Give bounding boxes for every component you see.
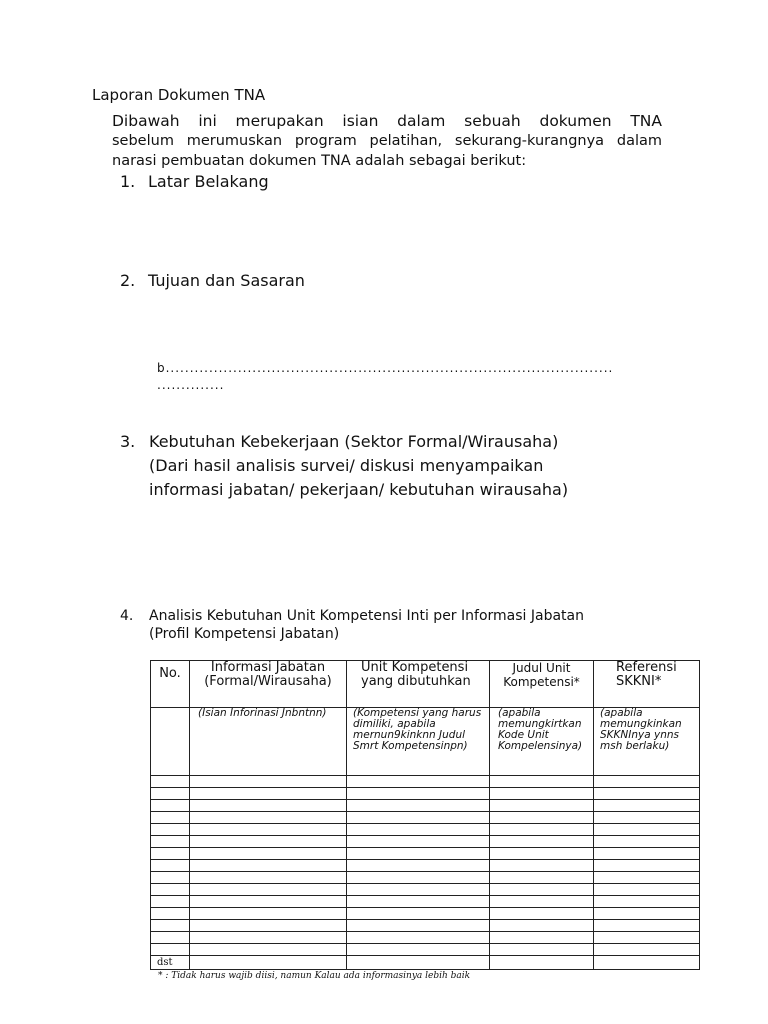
table-cell <box>190 860 347 872</box>
table-cell <box>594 896 700 908</box>
table-cell <box>594 776 700 788</box>
section-number: 2. <box>120 271 136 290</box>
table-cell <box>190 848 347 860</box>
table-row <box>151 812 700 824</box>
table-cell <box>490 812 594 824</box>
table-cell <box>190 908 347 920</box>
table-cell <box>151 884 190 896</box>
section-title: Latar Belakang <box>148 172 269 191</box>
table-cell <box>490 956 594 970</box>
table-cell <box>490 788 594 800</box>
section-2-heading <box>120 271 305 290</box>
table-cell <box>190 884 347 896</box>
section-title: Tujuan dan Sasaran <box>148 271 305 290</box>
table-cell <box>347 932 490 944</box>
section-number: 3. <box>120 432 136 451</box>
table-row-dst <box>151 956 700 970</box>
table-row <box>151 836 700 848</box>
table-cell <box>490 884 594 896</box>
table-cell <box>490 908 594 920</box>
table-cell <box>594 848 700 860</box>
table-cell <box>151 788 190 800</box>
table-cell <box>594 860 700 872</box>
table-cell <box>151 848 190 860</box>
table-cell <box>490 848 594 860</box>
description-judul: (apabila memungkirtkan Kode Unit Kompelensinya) <box>490 708 594 776</box>
intro-line-2: sebelum merumuskan program pelatihan, sekurang-kurangnya dalam <box>112 133 662 149</box>
table-row <box>151 920 700 932</box>
header-referensi: Referensi SKKNI* <box>594 661 700 708</box>
table-cell <box>190 824 347 836</box>
table-cell <box>190 896 347 908</box>
footnote: * : Tidak harus wajib diisi, namun Kalau ada informasinya lebih baik <box>158 971 471 981</box>
table-cell <box>151 908 190 920</box>
table-description-row <box>151 708 700 776</box>
table-row <box>151 788 700 800</box>
table-row <box>151 896 700 908</box>
table-row <box>151 824 700 836</box>
header-unit-kompetensi: Unit Kompetensi yang dibutuhkan <box>347 661 490 708</box>
header-informasi-jabatan: Informasi Jabatan (Formal/Wirausaha) <box>190 661 347 708</box>
table-cell <box>190 920 347 932</box>
table-cell <box>490 896 594 908</box>
table-cell <box>190 872 347 884</box>
table-cell <box>347 860 490 872</box>
table-cell <box>347 800 490 812</box>
table-cell <box>151 896 190 908</box>
dotted-line-2: .............. <box>157 378 225 392</box>
table-cell <box>347 848 490 860</box>
table-row <box>151 908 700 920</box>
section-number: 4. <box>120 608 134 624</box>
table-cell <box>490 800 594 812</box>
section-number: 1. <box>120 172 136 191</box>
table-cell <box>490 836 594 848</box>
table-row <box>151 944 700 956</box>
table-cell <box>594 932 700 944</box>
table-cell <box>594 944 700 956</box>
table-row <box>151 776 700 788</box>
table-cell <box>594 824 700 836</box>
table-cell <box>490 944 594 956</box>
table-cell <box>490 872 594 884</box>
table-cell <box>151 872 190 884</box>
table-header-row <box>151 661 700 708</box>
table-cell <box>490 776 594 788</box>
header-judul-unit: Judul Unit Kompetensi* <box>490 661 594 708</box>
table-cell <box>490 824 594 836</box>
table-cell <box>594 884 700 896</box>
intro-line-3: narasi pembuatan dokumen TNA adalah sebagai berikut: <box>112 153 527 169</box>
dst-label: dst <box>151 956 190 970</box>
section-1-heading <box>120 172 269 191</box>
table-row <box>151 872 700 884</box>
table-cell <box>190 932 347 944</box>
table-cell <box>347 956 490 970</box>
table-cell <box>151 944 190 956</box>
intro-line-1: Dibawah ini merupakan isian dalam sebuah dokumen TNA <box>112 112 662 130</box>
table-cell <box>490 920 594 932</box>
table-cell <box>190 776 347 788</box>
table-cell <box>190 944 347 956</box>
section-title: Analisis Kebutuhan Unit Kompetensi Inti per Informasi Jabatan <box>149 608 584 624</box>
table-cell <box>151 812 190 824</box>
table-cell <box>594 788 700 800</box>
table-cell <box>190 812 347 824</box>
table-cell <box>347 884 490 896</box>
table-cell <box>594 836 700 848</box>
table-cell <box>490 932 594 944</box>
table-cell <box>347 824 490 836</box>
table-cell <box>594 872 700 884</box>
table-row <box>151 848 700 860</box>
competency-table <box>150 660 700 970</box>
table-cell <box>190 956 347 970</box>
description-informasi: (Isian Inforinasi Jnbntnn) <box>190 708 347 776</box>
table-cell <box>594 920 700 932</box>
table-cell <box>347 908 490 920</box>
table-cell <box>594 800 700 812</box>
table-cell <box>151 920 190 932</box>
table-cell <box>594 908 700 920</box>
table-cell <box>190 800 347 812</box>
description-referensi: (apabila memungkinkan SKKNInya ynns msh berlaku) <box>594 708 700 776</box>
table-cell <box>347 920 490 932</box>
dotted-line-1: b............................................................................................. <box>157 361 614 375</box>
document-title: Laporan Dokumen TNA <box>92 86 266 104</box>
table-cell <box>190 836 347 848</box>
table-cell <box>151 800 190 812</box>
header-no: No. <box>151 661 190 708</box>
table-cell <box>151 824 190 836</box>
intro-paragraph <box>112 111 662 171</box>
section-title: Kebutuhan Kebekerjaan (Sektor Formal/Wirausaha) (Dari hasil analisis survei/ diskusi menyampaikan informasi jabatan/ pekerjaan/ kebutuhan wirausaha) <box>149 432 569 499</box>
table-cell <box>347 788 490 800</box>
table-cell <box>151 932 190 944</box>
section-subtitle: (Profil Kompetensi Jabatan) <box>149 626 340 642</box>
table-row <box>151 884 700 896</box>
table-row <box>151 932 700 944</box>
table-cell <box>347 812 490 824</box>
table-cell <box>190 788 347 800</box>
table-cell <box>594 812 700 824</box>
table-cell <box>151 860 190 872</box>
table-cell <box>347 944 490 956</box>
table-row <box>151 860 700 872</box>
table-cell <box>151 708 190 776</box>
description-unit: (Kompetensi yang harus dimiliki, apabila mernun9kinknn Judul Smrt Kompetensinpn) <box>347 708 490 776</box>
table-cell <box>347 776 490 788</box>
table-row <box>151 800 700 812</box>
dotted-fill-line <box>157 360 707 394</box>
table-cell <box>594 956 700 970</box>
table-cell <box>347 896 490 908</box>
table-cell <box>347 872 490 884</box>
table-cell <box>151 836 190 848</box>
table-cell <box>151 776 190 788</box>
table-cell <box>347 836 490 848</box>
table-cell <box>490 860 594 872</box>
